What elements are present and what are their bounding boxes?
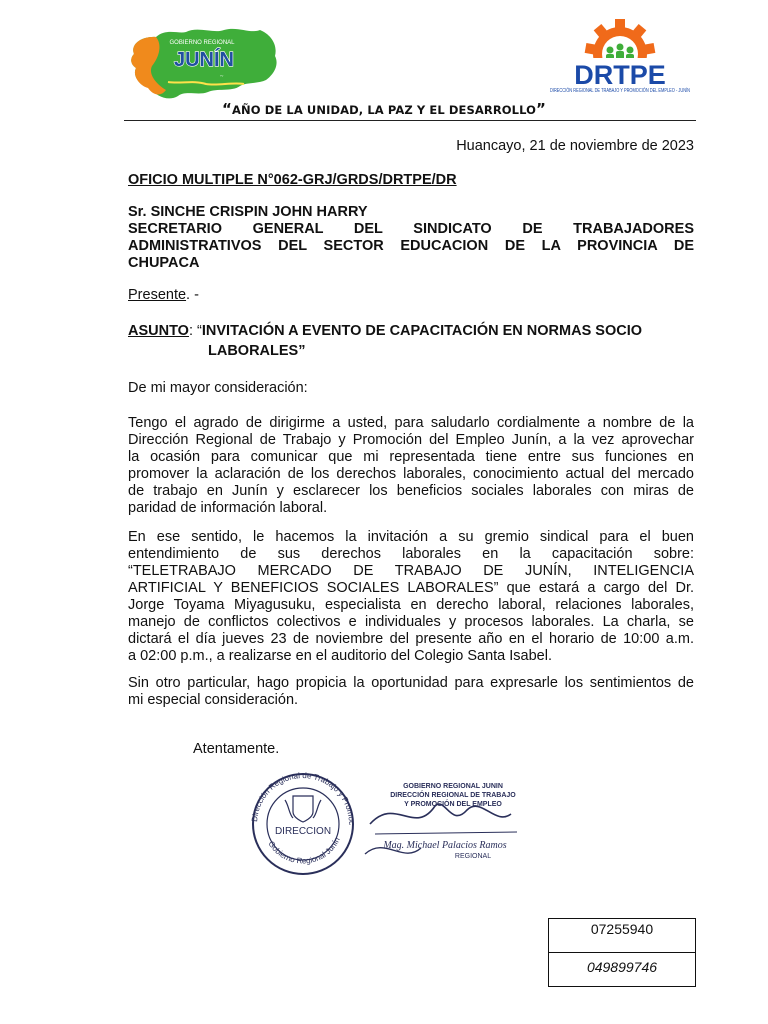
seal-line: GOBIERNO REGIONAL JUNIN — [403, 783, 503, 790]
paragraph-3: Sin otro particular, hago propicia la oportunidad para expresarle los sentimientos de mi especial consideración. — [128, 675, 694, 708]
drtpe-logo — [540, 20, 728, 106]
greeting: De mi mayor consideración: — [128, 380, 308, 396]
paragraph-2: En ese sentido, le hacemos la invitación a su gremio sindical para el buen entendimiento de sus derechos laborales en la capacitación sobre: “TELETRABAJO MERCADO DE TRABAJO DE JUNÍN, INTELIGENCIA ARTIFICIAL Y BENEFICIOS SOCIALES LABORALES” que estará a cargo del Dr. Jorge Toyama Miyagusuku, especialista en derecho laboral, relaciones laborales, manejo de conflictos colectivos e individuales y procesos laborales. La charla, se dictará el día jueves 23 de noviembre del presente año en el horario de 10:00 a.m. a 02:00 p.m., a realizarse en el auditorio del Colegio Santa Isabel. — [128, 529, 694, 664]
paragraph-1: Tengo el agrado de dirigirme a usted, para saludarlo cordialmente a nombre de la Dirección Regional de Trabajo y Promoción del Empleo Junín, a la vez aprovechar la ocasión para comunicar que mi representada tiene entre sus funciones en promover la aclaración de los derechos laborales, conocimiento actual del mercado de trabajo en Junín y esclarecer los beneficios sociales laborales con miras de paridad de información laboral. — [128, 415, 694, 516]
logo-right-text: DRTPE — [574, 60, 666, 90]
junin-logo — [120, 22, 285, 107]
signer-name: Mag. Michael Palacios Ramos — [383, 840, 507, 851]
year-motto: “AÑO DE LA UNIDAD, LA PAZ Y EL DESARROLLO” — [222, 100, 546, 118]
seal-line: Y PROMOCIÓN DEL EMPLEO — [404, 801, 502, 808]
closing: Atentamente. — [193, 741, 280, 757]
signer-role: REGIONAL — [454, 853, 492, 860]
official-stamp-signature — [245, 766, 530, 876]
stamp-bottom-text: Gobierno Regional Junín — [266, 835, 342, 866]
subject-line: LABORALES” — [208, 343, 306, 359]
reference-box — [548, 918, 696, 987]
reference-box-row: 049899746 — [586, 959, 658, 975]
addressee-line: SECRETARIO GENERAL DEL SINDICATO DE TRABAJADORES — [128, 221, 694, 237]
logo-left-text: JUNÍN — [173, 49, 235, 71]
stamp-ring-text: Dirección Regional de Trabajo y Promoc — [249, 770, 357, 826]
stamp-center-text: DIRECCION — [274, 826, 332, 837]
svg-text:~: ~ — [220, 74, 224, 80]
subject-label: ASUNTO — [128, 323, 189, 339]
presente: Presente. - — [128, 287, 199, 303]
header-divider — [124, 120, 696, 121]
logo-right-subtitle: DIRECCIÓN REGIONAL DE TRABAJO Y PROMOCIÓN DEL EMPLEO - JUNÍN — [550, 88, 728, 94]
letter-date: Huancayo, 21 de noviembre de 2023 — [456, 138, 694, 154]
reference-box-row: 07255940 — [549, 919, 695, 953]
subject-line: INVITACIÓN A EVENTO DE CAPACITACIÓN EN NORMAS SOCIO — [201, 323, 643, 339]
oficio-number: OFICIO MULTIPLE N°062-GRJ/GRDS/DRTPE/DR — [128, 172, 457, 188]
addressee-block — [128, 204, 694, 272]
logo-left-subtitle: GOBIERNO REGIONAL — [169, 40, 235, 46]
subject-block: ASUNTO: “INVITACIÓN A EVENTO DE CAPACITACIÓN EN NORMAS SOCIO LABORALES” — [128, 321, 694, 361]
addressee-name: Sr. SINCHE CRISPIN JOHN HARRY — [128, 204, 368, 220]
addressee-line: ADMINISTRATIVOS DEL SECTOR EDUCACION DE LA PROVINCIA DE — [128, 238, 694, 254]
coat-of-arms-icon — [285, 796, 321, 822]
addressee-line: CHUPACA — [128, 255, 200, 271]
seal-line: DIRECCIÓN REGIONAL DE TRABAJO — [390, 792, 516, 799]
